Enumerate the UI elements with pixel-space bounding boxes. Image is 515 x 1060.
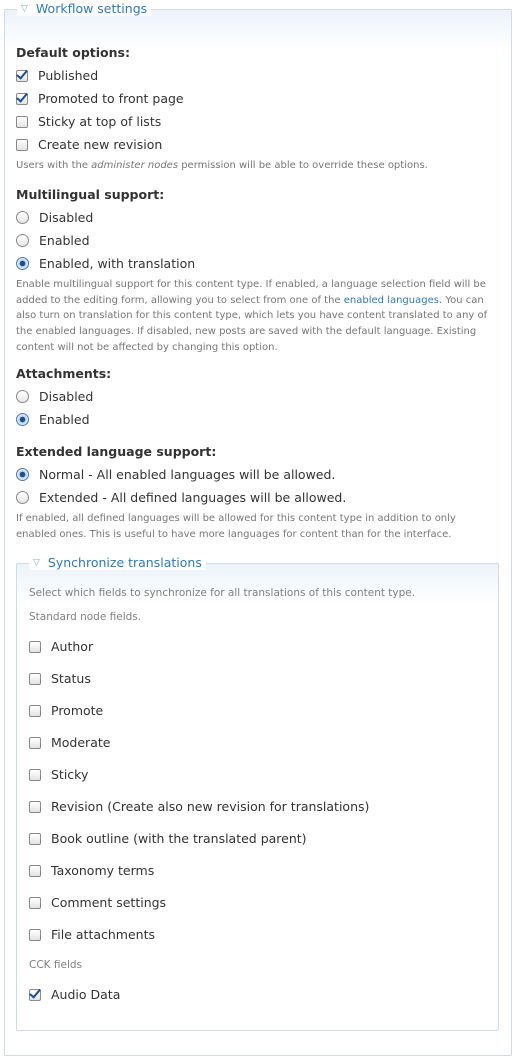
enabled-languages-link[interactable]: enabled languages bbox=[343, 294, 439, 306]
extended-language-normal[interactable]: Normal - All enabled languages will be allowed. bbox=[16, 467, 335, 482]
attachments-enabled-radio[interactable] bbox=[16, 413, 29, 426]
default-options-heading: Default options: bbox=[16, 45, 130, 60]
sticky-checkbox[interactable] bbox=[16, 116, 28, 128]
synchronize-translations-title[interactable]: Synchronize translations bbox=[47, 555, 202, 570]
workflow-settings-legend[interactable] bbox=[17, 1, 151, 16]
collapse-triangle-icon[interactable]: ▽ bbox=[21, 3, 28, 14]
attachments-enabled[interactable]: Enabled bbox=[16, 412, 90, 427]
option-sticky[interactable]: Sticky at top of lists bbox=[16, 114, 161, 129]
sync-file-attachments-checkbox[interactable] bbox=[29, 929, 41, 941]
workflow-settings-title[interactable]: Workflow settings bbox=[35, 1, 148, 16]
attachments-heading: Attachments: bbox=[16, 366, 112, 381]
sync-status-checkbox[interactable] bbox=[29, 673, 41, 685]
extended-language-description: If enabled, all defined languages will be allowed for this content type in addition to only enabled ones. This is useful to have more languages for content than for the interface. bbox=[16, 513, 456, 540]
attachments-disabled-radio[interactable] bbox=[16, 390, 29, 403]
multilingual-translation-radio[interactable] bbox=[16, 257, 29, 270]
sync-book-outline-checkbox[interactable] bbox=[29, 833, 41, 845]
extended-language-extended[interactable]: Extended - All defined languages will be allowed. bbox=[16, 490, 346, 505]
sync-revision[interactable]: Revision (Create also new revision for translations) bbox=[29, 799, 369, 814]
sync-comment-settings-checkbox[interactable] bbox=[29, 897, 41, 909]
sync-author[interactable]: Author bbox=[29, 639, 93, 654]
sync-promote[interactable]: Promote bbox=[29, 703, 103, 718]
extended-languages-radio[interactable] bbox=[16, 491, 29, 504]
sync-comment-settings[interactable]: Comment settings bbox=[29, 895, 166, 910]
normal-languages-radio[interactable] bbox=[16, 468, 29, 481]
option-published[interactable]: Published bbox=[16, 68, 98, 83]
multilingual-group bbox=[16, 210, 498, 280]
option-promoted[interactable]: Promoted to front page bbox=[16, 91, 184, 106]
sync-revision-checkbox[interactable] bbox=[29, 801, 41, 813]
synchronize-translations-legend[interactable] bbox=[29, 555, 206, 570]
default-options-description: Users with the administer nodes permission will be able to override these options. bbox=[16, 160, 428, 171]
cck-fields-label: CCK fields bbox=[29, 959, 83, 971]
sync-sticky[interactable]: Sticky bbox=[29, 767, 88, 782]
option-create-revision[interactable]: Create new revision bbox=[16, 137, 162, 152]
standard-fields-label: Standard node fields. bbox=[29, 611, 142, 623]
sync-author-checkbox[interactable] bbox=[29, 641, 41, 653]
sync-book-outline[interactable]: Book outline (with the translated parent) bbox=[29, 831, 307, 846]
standard-fields-group bbox=[29, 639, 489, 944]
create-revision-checkbox[interactable] bbox=[16, 139, 28, 151]
promoted-checkbox[interactable] bbox=[16, 93, 28, 105]
sync-moderate-checkbox[interactable] bbox=[29, 737, 41, 749]
sync-intro: Select which fields to synchronize for all translations of this content type. bbox=[29, 587, 416, 599]
sync-sticky-checkbox[interactable] bbox=[29, 769, 41, 781]
multilingual-heading: Multilingual support: bbox=[16, 187, 165, 202]
sync-audio-data-checkbox[interactable] bbox=[29, 989, 41, 1001]
sync-promote-checkbox[interactable] bbox=[29, 705, 41, 717]
attachments-group bbox=[16, 389, 498, 435]
sync-taxonomy[interactable]: Taxonomy terms bbox=[29, 863, 154, 878]
attachments-disabled[interactable]: Disabled bbox=[16, 389, 93, 404]
multilingual-enabled[interactable]: Enabled bbox=[16, 233, 90, 248]
multilingual-enabled-radio[interactable] bbox=[16, 234, 29, 247]
cck-fields-group bbox=[29, 987, 489, 1007]
sync-audio-data[interactable]: Audio Data bbox=[29, 987, 120, 1002]
sync-moderate[interactable]: Moderate bbox=[29, 735, 110, 750]
published-checkbox[interactable] bbox=[16, 70, 28, 82]
extended-language-group bbox=[16, 467, 498, 513]
multilingual-disabled-radio[interactable] bbox=[16, 211, 29, 224]
sync-file-attachments[interactable]: File attachments bbox=[29, 927, 155, 942]
sync-status[interactable]: Status bbox=[29, 671, 91, 686]
multilingual-description: Enable multilingual support for this content type. If enabled, a language selection field will be added to the editing form, allowing you to select from one of the enabled languages. You can also turn on translation for this content type, which lets you have content translated to any of the enabled languages. If disabled, new posts are saved with the default language. Existing content will not be affected by changing this option. bbox=[16, 279, 488, 353]
default-options-group bbox=[16, 68, 498, 160]
multilingual-enabled-translation[interactable]: Enabled, with translation bbox=[16, 256, 195, 271]
extended-language-heading: Extended language support: bbox=[16, 444, 217, 459]
collapse-triangle-icon[interactable]: ▽ bbox=[33, 557, 40, 568]
multilingual-disabled[interactable]: Disabled bbox=[16, 210, 93, 225]
sync-taxonomy-checkbox[interactable] bbox=[29, 865, 41, 877]
